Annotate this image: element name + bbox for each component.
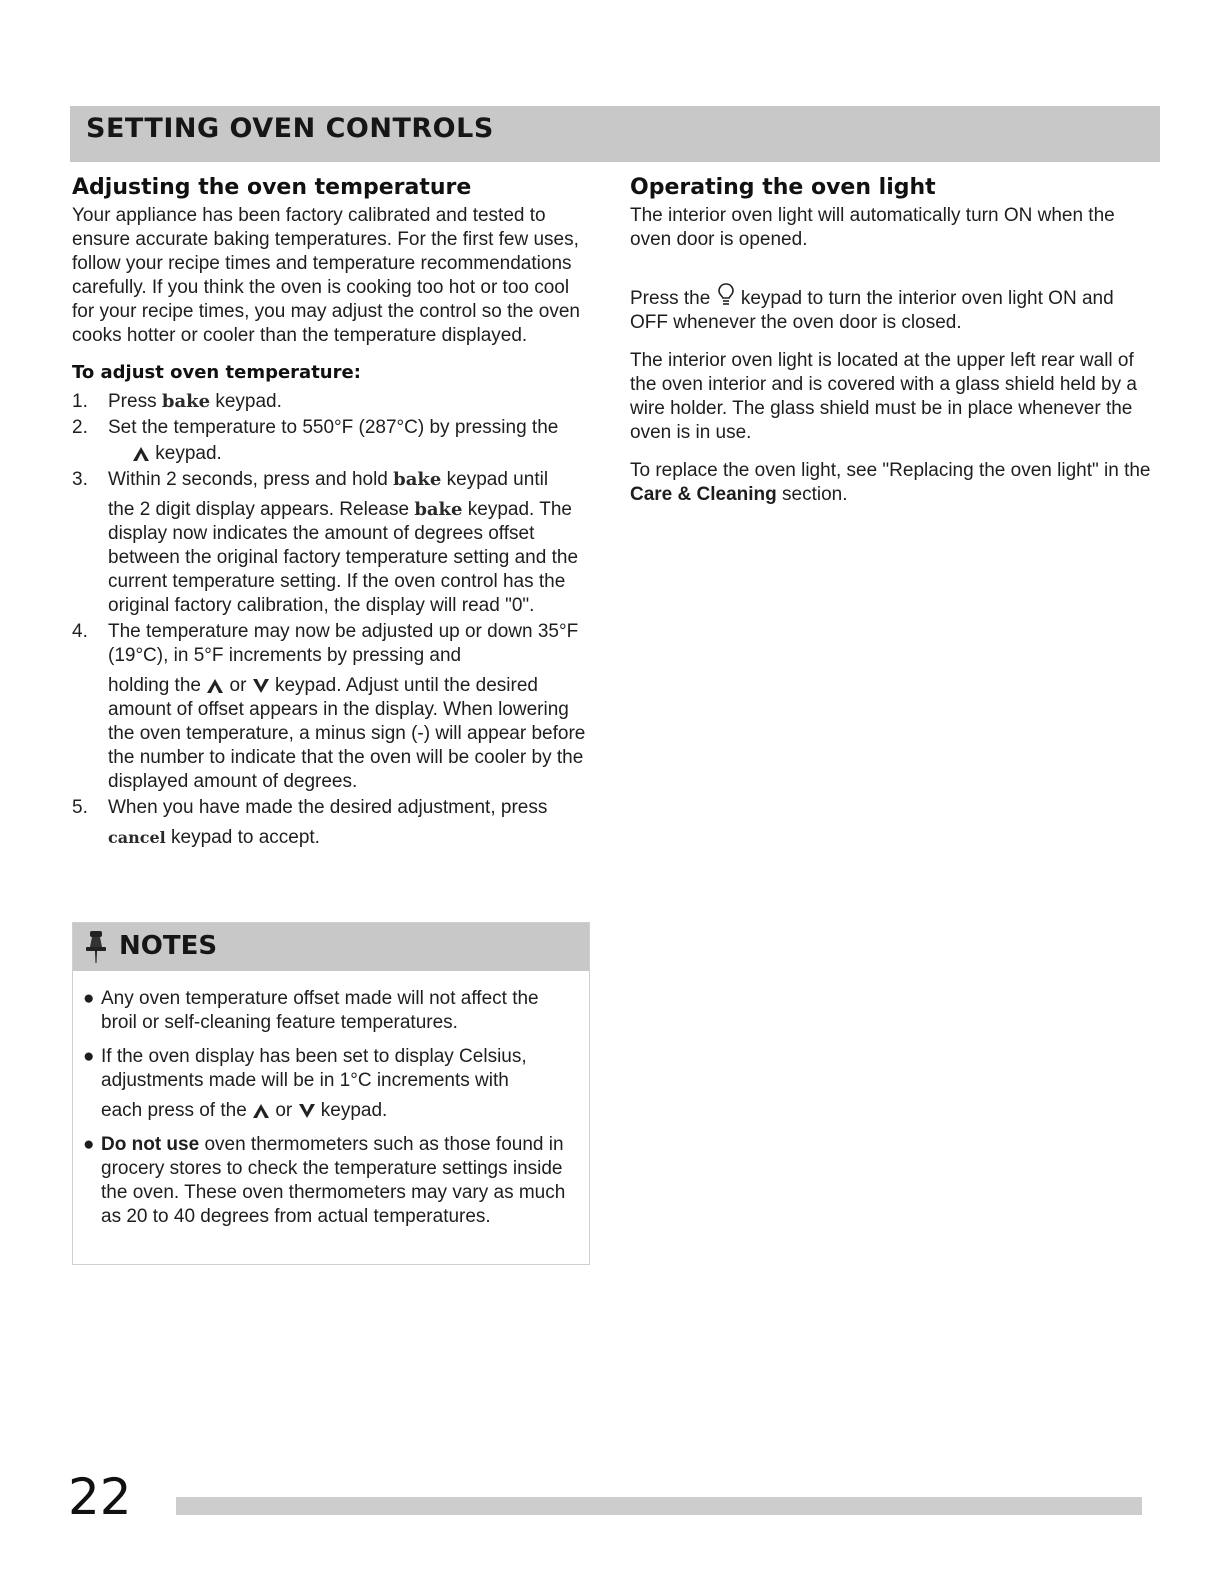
step-4: 4. The temperature may now be adjusted up or down 35°F (19°C), in 5°F increments by pressing and holding the or keypad. Adjust until the desired amount of offset appears in the display. When lowering the oven temperature, a minus sign (-) will appear before the number to indicate that the oven will be cooler by the displayed amount of degrees. — [72, 621, 586, 792]
step-2: 2. Set the temperature to 550°F (287°C) by pressing the keypad. — [72, 417, 559, 464]
step-3: 3. Within 2 seconds, press and hold bake keypad until the 2 digit display appears. Release bake keypad. The display now indicates the amount of degrees offset between the original factory temperature setting and the current temperature setting. If the oven control has the original factory calibration, the display will read "0". — [72, 469, 579, 616]
cancel-keypad-label: cancel — [108, 828, 166, 847]
bake-keypad-label: bake — [393, 469, 442, 490]
page-number: 22 — [68, 1468, 132, 1526]
up-arrow-icon — [132, 446, 150, 462]
note-item: ● Any oven temperature offset made will not affect the broil or self-cleaning feature temperatures. — [83, 988, 539, 1033]
adjust-temp-heading: Adjusting the oven temperature — [72, 175, 472, 200]
up-arrow-icon — [252, 1103, 270, 1119]
adjust-temp-subheading: To adjust oven temperature: — [72, 362, 361, 383]
oven-light-p2: Press the keypad to turn the interior oven light ON and OFF whenever the oven door is closed. — [630, 282, 1155, 335]
notes-box — [72, 922, 590, 1265]
bake-keypad-label: bake — [414, 499, 463, 520]
oven-light-p1: The interior oven light will automatically turn ON when the oven door is opened. — [630, 205, 1115, 250]
oven-light-heading: Operating the oven light — [630, 175, 936, 200]
section-title: SETTING OVEN CONTROLS — [86, 113, 494, 144]
up-arrow-icon — [206, 678, 224, 694]
pushpin-icon — [83, 929, 111, 965]
oven-light-p3: The interior oven light is located at the upper left rear wall of the oven interior and is covered with a glass shield held by a wire holder. The glass shield must be in place whenever the oven is in use. — [630, 350, 1137, 443]
notes-list — [81, 987, 576, 1239]
note-item: ● Do not use oven thermometers such as those found in grocery stores to check the temperature settings inside the oven. These oven thermometers may vary as much as 20 to 40 degrees from actual temperatures. — [83, 1134, 566, 1227]
adjust-steps-list — [72, 390, 592, 850]
down-arrow-icon — [252, 678, 270, 694]
step-1: 1. Press bake keypad. — [72, 391, 282, 412]
right-column — [630, 172, 1155, 507]
adjust-temp-intro: Your appliance has been factory calibrated and tested to ensure accurate baking temperatures. For the first few uses, follow your recipe times and temperature recommendations carefully. If you think the oven is cooking too hot or too cool for your recipe times, you may adjust the control so the oven cooks hotter or cooler than the temperature displayed. — [72, 205, 580, 346]
light-bulb-icon — [716, 282, 736, 308]
step-5: 5. When you have made the desired adjustment, press cancel keypad to accept. — [72, 797, 548, 848]
notes-title: NOTES — [119, 931, 218, 961]
care-cleaning-ref: Care & Cleaning — [630, 484, 777, 505]
down-arrow-icon — [298, 1103, 316, 1119]
bake-keypad-label: bake — [161, 391, 211, 412]
footer-bar — [176, 1497, 1142, 1515]
oven-light-p4: To replace the oven light, see "Replacing the oven light" in the Care & Cleaning section. — [630, 460, 1151, 505]
note-item: ● If the oven display has been set to display Celsius, adjustments made will be in 1°C increments with each press of the or keypad. — [83, 1046, 527, 1121]
left-column — [72, 172, 592, 852]
